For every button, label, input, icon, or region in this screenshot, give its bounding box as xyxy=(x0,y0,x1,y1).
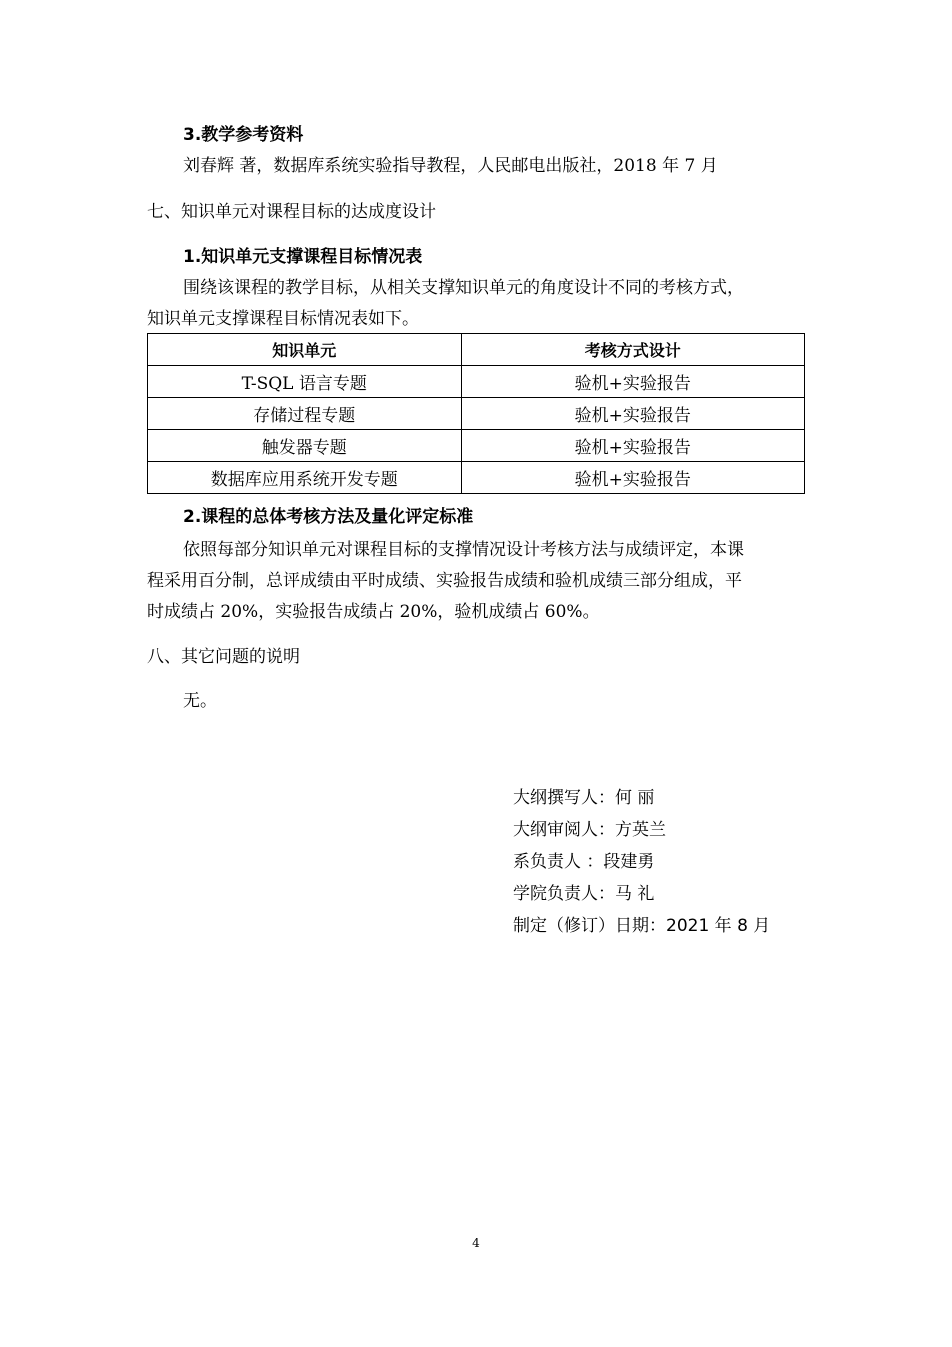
signature-reviewer: 大纲审阅人：方英兰 xyxy=(513,820,666,840)
subsection-2-paragraph-line-2: 程采用百分制，总评成绩由平时成绩、实验报告成绩和验机成绩三部分组成，平 xyxy=(147,571,742,591)
table-header-cell: 知识单元 xyxy=(148,334,462,366)
table-cell-assessment: 验机+实验报告 xyxy=(461,462,804,494)
table-cell-unit: T-SQL 语言专题 xyxy=(148,366,462,398)
signature-date: 制定（修订）日期：2021 年 8 月 xyxy=(513,916,771,936)
signature-writer: 大纲撰写人：何 丽 xyxy=(513,788,655,808)
table-cell-unit: 触发器专题 xyxy=(148,430,462,462)
section-7-heading: 七、知识单元对课程目标的达成度设计 xyxy=(147,202,436,222)
subsection-1-heading: 1.知识单元支撑课程目标情况表 xyxy=(183,247,423,267)
signature-college-head: 学院负责人：马 礼 xyxy=(513,884,655,904)
signature-dept-head: 系负责人 ：段建勇 xyxy=(513,852,655,872)
page-number: 4 xyxy=(472,1236,480,1250)
knowledge-unit-table xyxy=(147,333,805,494)
table-row xyxy=(148,430,805,462)
table-cell-unit: 存储过程专题 xyxy=(148,398,462,430)
subsection-1-paragraph-line-2: 知识单元支撑课程目标情况表如下。 xyxy=(147,309,419,329)
subsection-2-paragraph-line-3: 时成绩占 20%，实验报告成绩占 20%，验机成绩占 60%。 xyxy=(147,602,600,622)
subsection-2-paragraph-line-1: 依照每部分知识单元对课程目标的支撑情况设计考核方法与成绩评定，本课 xyxy=(183,540,744,560)
subsection-1-paragraph-line-1: 围绕该课程的教学目标，从相关支撑知识单元的角度设计不同的考核方式， xyxy=(183,278,744,298)
table-row xyxy=(148,366,805,398)
section-8-heading: 八、其它问题的说明 xyxy=(147,647,300,667)
table-row xyxy=(148,398,805,430)
table-cell-assessment: 验机+实验报告 xyxy=(461,430,804,462)
table-cell-assessment: 验机+实验报告 xyxy=(461,366,804,398)
table-cell-unit: 数据库应用系统开发专题 xyxy=(148,462,462,494)
references-heading: 3.教学参考资料 xyxy=(183,125,304,145)
reference-entry: 刘春辉 著，数据库系统实验指导教程，人民邮电出版社，2018 年 7 月 xyxy=(183,156,718,176)
table-header-cell: 考核方式设计 xyxy=(461,334,804,366)
table-row xyxy=(148,462,805,494)
table-cell-assessment: 验机+实验报告 xyxy=(461,398,804,430)
table-header-row xyxy=(148,334,805,366)
subsection-2-heading: 2.课程的总体考核方法及量化评定标准 xyxy=(183,507,474,527)
section-8-text: 无。 xyxy=(183,691,217,711)
